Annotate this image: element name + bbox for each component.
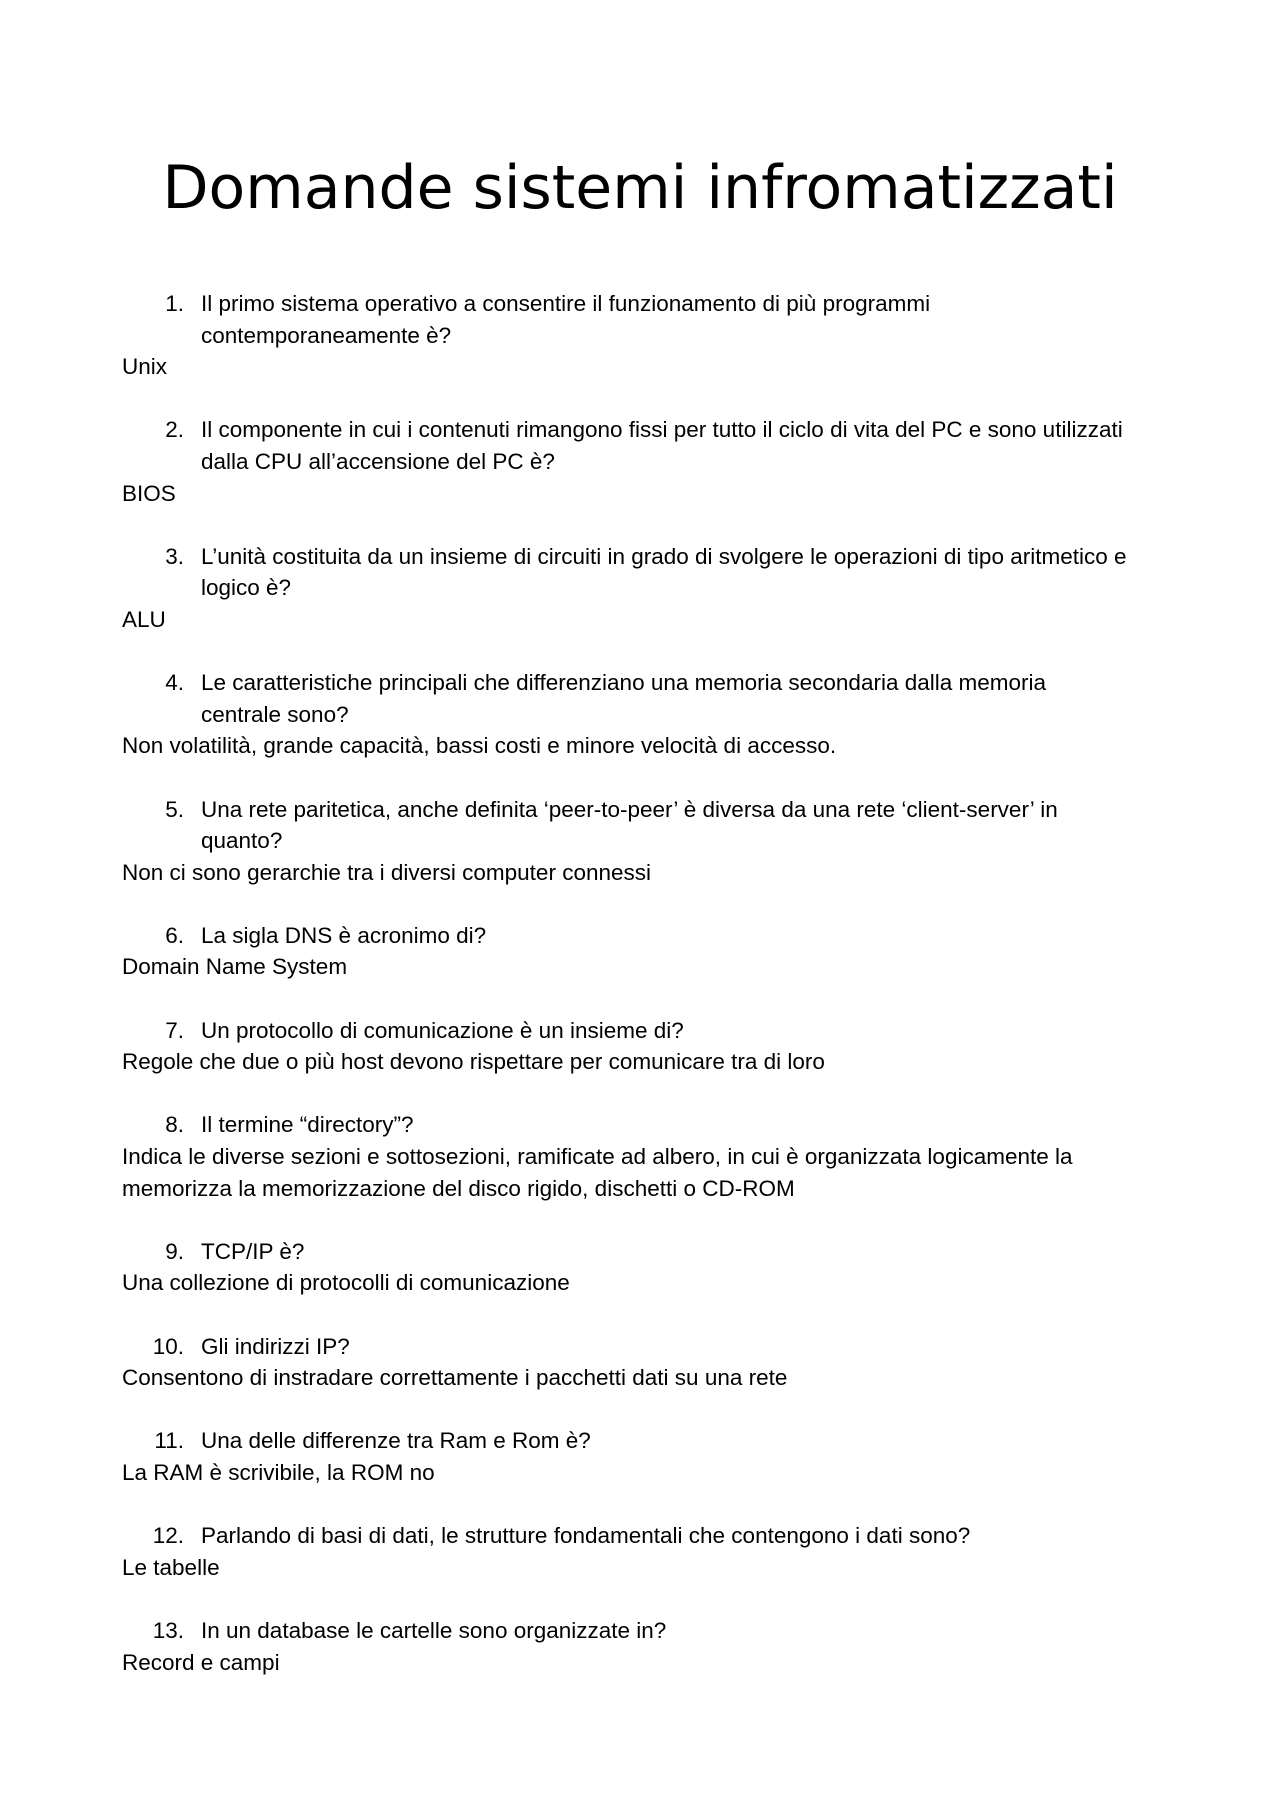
question-11 <box>122 1425 1132 1457</box>
question-text: Gli indirizzi IP? <box>201 1333 350 1359</box>
question-10 <box>122 1331 1132 1363</box>
question-text: Il primo sistema operativo a consentire il funzionamento di più programmi contemporaneamente è? <box>201 291 931 348</box>
question-4 <box>122 667 1132 730</box>
question-text: Il termine “directory”? <box>201 1112 414 1138</box>
answer-10: Consentono di instradare correttamente i pacchetti dati su una rete <box>122 1365 788 1391</box>
question-2 <box>122 414 1132 477</box>
question-number: 11. <box>154 1428 184 1454</box>
question-6 <box>122 920 1132 952</box>
answer-3: ALU <box>122 606 166 632</box>
question-9 <box>122 1236 1132 1268</box>
qa-item-4 <box>122 667 1132 762</box>
qa-item-11 <box>122 1425 1132 1488</box>
answer-4: Non volatilità, grande capacità, bassi costi e minore velocità di accesso. <box>122 733 837 759</box>
question-8 <box>122 1109 1132 1141</box>
qa-item-9 <box>122 1236 1132 1299</box>
question-13 <box>122 1615 1132 1647</box>
answer-8: Indica le diverse sezioni e sottosezioni, ramificate ad albero, in cui è organizzata logicamente la memorizza la memorizzazione del disco rigido, dischetti o CD-ROM <box>122 1144 1073 1201</box>
question-number: 6. <box>165 922 184 948</box>
question-text: TCP/IP è? <box>201 1238 305 1264</box>
qa-item-12 <box>122 1520 1132 1583</box>
answer-12: Le tabelle <box>122 1554 220 1580</box>
question-7 <box>122 1015 1132 1047</box>
qa-item-5 <box>122 794 1132 889</box>
question-text: Parlando di basi di dati, le strutture fondamentali che contengono i dati sono? <box>201 1523 971 1549</box>
answer-9: Una collezione di protocolli di comunicazione <box>122 1270 570 1296</box>
question-text: In un database le cartelle sono organizzate in? <box>201 1617 667 1643</box>
question-text: Un protocollo di comunicazione è un insieme di? <box>201 1017 684 1043</box>
qa-item-2 <box>122 414 1132 509</box>
question-number: 2. <box>165 417 184 443</box>
question-5 <box>122 794 1132 857</box>
question-12 <box>122 1520 1132 1552</box>
question-number: 8. <box>165 1112 184 1138</box>
answer-1: Unix <box>122 354 168 380</box>
question-number: 10. <box>152 1333 184 1359</box>
question-text: Una rete paritetica, anche definita ‘peer-to-peer’ è diversa da una rete ‘client-server’ in quanto? <box>201 796 1058 854</box>
question-list <box>122 288 1132 1710</box>
question-number: 12. <box>152 1523 184 1549</box>
answer-2: BIOS <box>122 480 176 506</box>
qa-item-3 <box>122 541 1132 636</box>
question-number: 9. <box>165 1238 184 1264</box>
question-text: L’unità costituita da un insieme di circuiti in grado di svolgere le operazioni di tipo aritmetico e logico è? <box>201 543 1127 601</box>
question-number: 13. <box>152 1617 184 1643</box>
answer-7: Regole che due o più host devono rispettare per comunicare tra di loro <box>122 1049 825 1075</box>
qa-item-7 <box>122 1015 1132 1078</box>
qa-item-1 <box>122 288 1132 383</box>
qa-item-6 <box>122 920 1132 983</box>
question-3 <box>122 541 1132 604</box>
question-number: 5. <box>165 796 184 822</box>
answer-6: Domain Name System <box>122 954 348 980</box>
question-text: La sigla DNS è acronimo di? <box>201 922 487 948</box>
question-text: Le caratteristiche principali che differenziano una memoria secondaria dalla memoria centrale sono? <box>201 670 1047 727</box>
question-number: 1. <box>165 291 184 316</box>
question-text: Il componente in cui i contenuti rimangono fissi per tutto il ciclo di vita del PC e sono utilizzati dalla CPU all’accensione del PC è? <box>201 417 1123 474</box>
question-number: 3. <box>165 543 184 569</box>
question-text: Una delle differenze tra Ram e Rom è? <box>201 1428 591 1454</box>
qa-item-8 <box>122 1109 1132 1204</box>
qa-item-10 <box>122 1331 1132 1394</box>
answer-13: Record e campi <box>122 1649 280 1675</box>
question-1 <box>122 288 1132 351</box>
qa-item-13 <box>122 1615 1132 1678</box>
document-title: Domande sistemi infromatizzati <box>162 153 1118 223</box>
answer-5: Non ci sono gerarchie tra i diversi computer connessi <box>122 859 651 885</box>
question-number: 4. <box>165 670 184 696</box>
question-number: 7. <box>165 1017 184 1043</box>
answer-11: La RAM è scrivibile, la ROM no <box>122 1459 435 1485</box>
